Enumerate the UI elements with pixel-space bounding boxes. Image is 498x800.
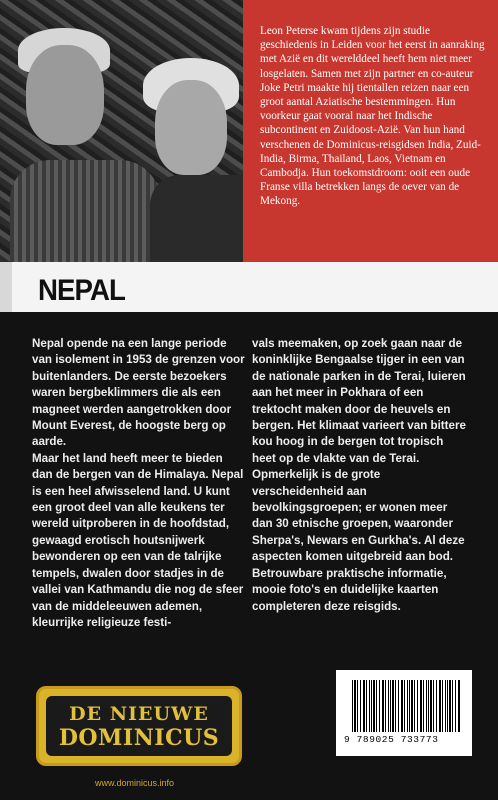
- publisher-logo-inner: [46, 696, 232, 756]
- title-band: [0, 262, 498, 312]
- description-paragraph: Maar het land heeft meer te bieden dan de bergen van de Himalaya. Nepal is een heel afwisselend land. U kunt een groot deel van alle keukens ter wereld uitproberen in de hoofdstad, gewaagd erotisch houtsnijwerk bewonderen op een van de talrijke tempels, dwalen door stadjes in de vallei van Kathmandu die nog de sfeer van de middeleeuwen ademen, kleurrijke religieuze festi-: [32, 451, 244, 629]
- barcode-bars: [352, 680, 460, 732]
- author-photo-man-face: [26, 45, 104, 145]
- description-paragraph: vals meemaken, op zoek gaan naar de koninklijke Bengaalse tijger in een van de nationale parken in de Terai, luieren aan het meer in Pokhara of een trektocht maken door de heuvels en bergen. Het klimaat varieert van bittere kou hoog in de bergen tot tropisch heet op de vlakte van de Terai. Opmerkelijk is de grote verscheidenheid aan bevolkingsgroepen; er wonen meer dan 30 etnische groepen, waaronder Sherpa's, Newars en Gurkha's. Al deze aspecten komen uitgebreid aan bod. Betrouwbare praktische informatie, mooie foto's en duidelijke kaarten completeren deze reisgids.: [252, 337, 466, 613]
- author-bio: [243, 0, 498, 262]
- author-photo-man-shirt: [10, 160, 160, 262]
- book-title: NEPAL: [38, 274, 125, 307]
- author-photo-woman-shirt: [150, 175, 243, 262]
- description-left-column: [32, 336, 246, 631]
- publisher-logo: [36, 686, 242, 766]
- publisher-logo-line2: DOMINICUS: [58, 725, 220, 751]
- description-right-column: [252, 336, 470, 615]
- description-paragraph: Nepal opende na een lange periode van isolement in 1953 de grenzen voor buitenlanders. De eerste bezoekers waren bergbeklimmers die als een magneet werden aangetrokken door Mount Everest, de hoogste berg op aarde.: [32, 337, 245, 449]
- publisher-logo-line1: DE NIEUWE: [69, 703, 209, 725]
- barcode-digits: 9 789025 733773: [344, 734, 439, 745]
- author-photo: [0, 0, 243, 262]
- publisher-url[interactable]: www.dominicus.info: [95, 778, 175, 788]
- isbn-barcode: [336, 670, 472, 756]
- author-bio-text: Leon Peterse kwam tijdens zijn studie geschiedenis in Leiden voor het eerst in aanraking met Azië en dit werelddeel heeft hem niet meer losgelaten. Samen met zijn partner en co-auteur Joke Petri maakte hij tientallen reizen naar een groot aantal Aziatische bestemmingen. Hun voorkeur gaat vooral naar het Indische subcontinent en Zuidoost-Azië. Van hun hand verschenen de Dominicus-reisgidsen India, Zuid-India, Birma, Thailand, Laos, Vietnam en Cambodja. Hun toekomstdroom: ooit een oude Franse villa betrekken langs de oever van de Mekong.: [260, 25, 485, 208]
- title-band-edge: [0, 262, 12, 312]
- author-photo-woman-face: [155, 80, 227, 175]
